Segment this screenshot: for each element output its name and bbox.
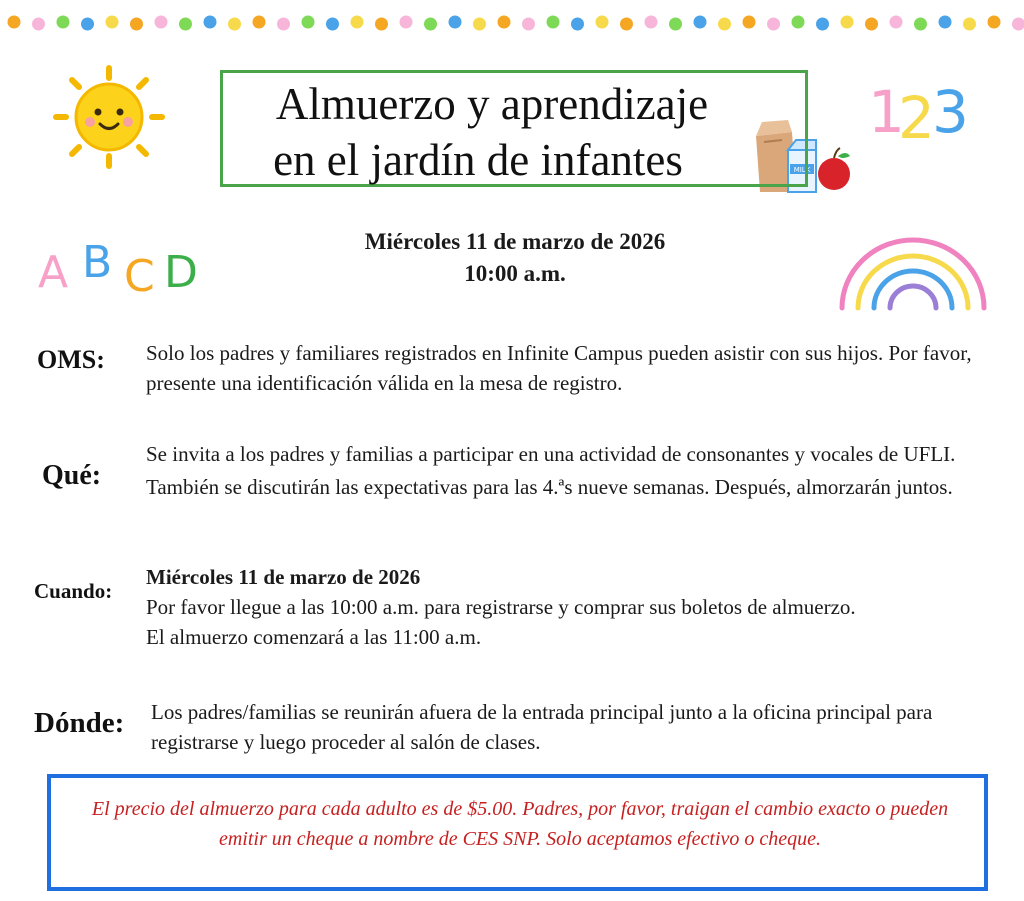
rainbow-illustration (836, 234, 990, 312)
sun-illustration (48, 62, 170, 172)
confetti-dot (473, 18, 486, 31)
confetti-dot (988, 16, 1001, 29)
confetti-dot (890, 16, 903, 29)
apple-icon (818, 148, 850, 190)
confetti-dot (424, 18, 437, 31)
confetti-dot (914, 18, 927, 31)
confetti-dot (571, 18, 584, 31)
letter-a: A (38, 247, 69, 298)
cuando-date: Miércoles 11 de marzo de 2026 (146, 565, 421, 589)
confetti-dot (792, 16, 805, 29)
numbers-123-decoration (868, 78, 978, 158)
letter-d: D (164, 247, 198, 298)
confetti-dot (302, 16, 315, 29)
confetti-dot (32, 18, 45, 31)
confetti-dot (547, 16, 560, 29)
abcd-letters-decoration (38, 237, 208, 305)
confetti-dot (8, 16, 21, 29)
oms-text: Solo los padres y familiares registrados en Infinite Campus pueden asistir con sus hijos. Por favor, presente una identificación válida en la mesa de registro. (146, 341, 972, 395)
confetti-dot (498, 16, 511, 29)
page-title-line-1: Almuerzo y aprendizaje (275, 79, 709, 129)
confetti-dot (400, 16, 413, 29)
confetti-dot (81, 18, 94, 31)
confetti-dot (620, 18, 633, 31)
confetti-dot (939, 16, 952, 29)
number-3: 3 (932, 78, 969, 146)
letter-c: C (124, 251, 155, 302)
cuando-label: Cuando: (34, 579, 113, 603)
confetti-border (0, 0, 1024, 40)
confetti-dot (326, 18, 339, 31)
cuando-line-1: Por favor llegue a las 10:00 a.m. para registrarse y comprar sus boletos de almuerzo. (146, 595, 856, 619)
confetti-dot (694, 16, 707, 29)
confetti-dot (351, 16, 364, 29)
confetti-dot (277, 18, 290, 31)
que-label: Qué: (42, 460, 102, 491)
confetti-dot (669, 18, 682, 31)
confetti-dot (645, 16, 658, 29)
confetti-dot (449, 16, 462, 29)
confetti-dot (155, 16, 168, 29)
confetti-dot (767, 18, 780, 31)
letter-b: B (82, 237, 113, 288)
confetti-dot (375, 18, 388, 31)
confetti-dot (106, 16, 119, 29)
confetti-dot (718, 18, 731, 31)
oms-label: OMS: (37, 345, 105, 374)
event-date: Miércoles 11 de marzo de 2026 (364, 229, 666, 254)
event-time: 10:00 a.m. (464, 261, 566, 286)
confetti-dot (743, 16, 756, 29)
confetti-dot (228, 18, 241, 31)
donde-text: Los padres/familias se reunirán afuera de la entrada principal junto a la oficina principal para registrarse y luego proceder al salón de clases. (151, 700, 933, 754)
confetti-dot (204, 16, 217, 29)
page-title-line-2: en el jardín de infantes (273, 135, 683, 185)
confetti-dot (130, 18, 143, 31)
confetti-dot (57, 16, 70, 29)
confetti-dot (865, 18, 878, 31)
cuando-line-2: El almuerzo comenzará a las 11:00 a.m. (146, 625, 482, 649)
donde-label: Dónde: (34, 707, 125, 739)
confetti-dot (596, 16, 609, 29)
que-text: Se invita a los padres y familias a participar en una actividad de consonantes y vocales de UFLI. También se discutirán las expectativas para las 4.ªs nueve semanas. Después, almorzarán juntos. (146, 442, 956, 499)
cuando-text (146, 562, 1006, 652)
confetti-dot (522, 18, 535, 31)
svg-text:MILK: MILK (793, 166, 811, 174)
confetti-dot (816, 18, 829, 31)
number-1: 1 (868, 78, 905, 146)
number-2: 2 (898, 84, 935, 152)
confetti-dot (963, 18, 976, 31)
event-date-block (270, 226, 760, 290)
confetti-dot (253, 16, 266, 29)
confetti-dot (841, 16, 854, 29)
confetti-dot (179, 18, 192, 31)
confetti-dot (1012, 18, 1024, 31)
price-note: El precio del almuerzo para cada adulto es de $5.00. Padres, por favor, traigan el cambio exacto o pueden emitir un cheque a nombre de CES SNP. Solo aceptamos efectivo o cheque. (91, 798, 949, 850)
